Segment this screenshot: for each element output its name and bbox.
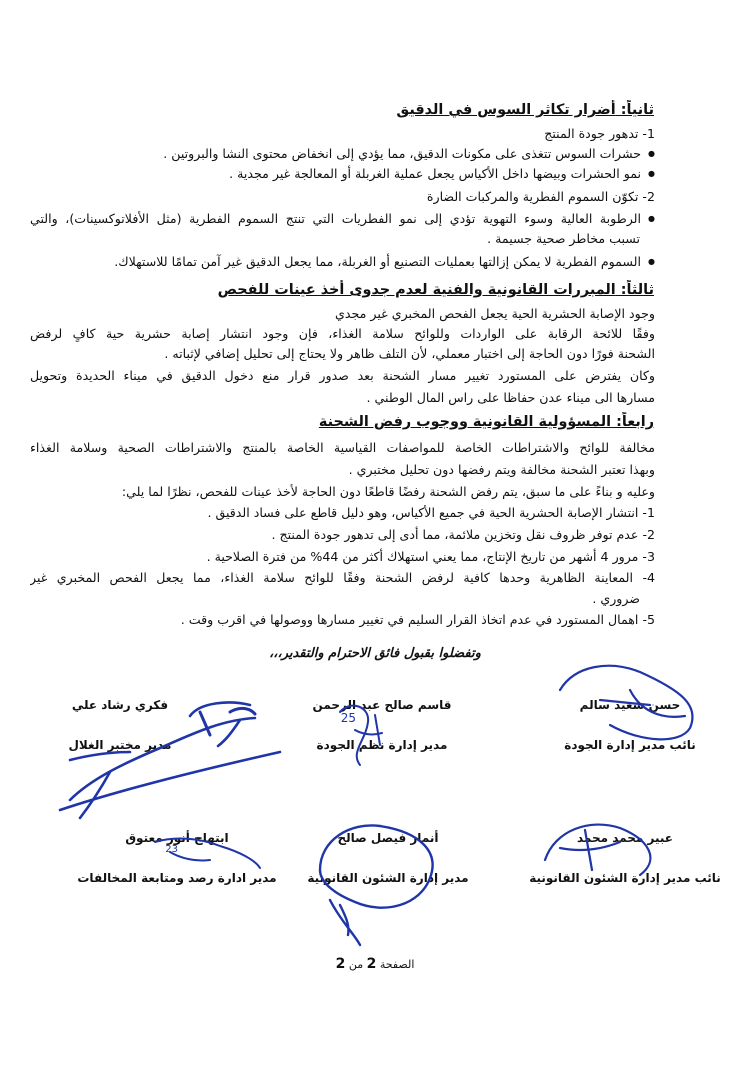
reason-item: 5- اهمال المستورد في عدم اتخاذ القرار السليم في تغيير مسارها ووصولها في اقرب وقت . (180, 612, 655, 627)
section-3-title: المبررات القانونية والفنية لعدم جدوى أخذ عينات للفحص (217, 282, 616, 298)
footer-separator: من (345, 958, 367, 971)
signature-block (530, 698, 730, 752)
page-footer (0, 956, 750, 972)
signature-scribble: 23 (165, 844, 178, 855)
section-2-heading (30, 100, 654, 120)
signature-block (282, 698, 482, 752)
reason-item: 4- المعاينة الظاهرية وحدها كافية لرفض الشحنة وفقًا للوائح سلامة الغذاء، مما يجعل الفحص المخبري غير (30, 570, 655, 585)
signature-block (288, 831, 488, 885)
current-page-number: 2 (366, 956, 377, 972)
section-2-continuation: تسبب مخاطر صحية جسيمة . (487, 231, 640, 246)
section-3-line: الشحنة فورًا دون الحاجة إلى اختبار معملي، لأن التلف ظاهر ولا يحتاج إلى تحليل إضافي لإثباته . (164, 346, 655, 361)
reason-item: 2- عدم توفر ظروف نقل وتخزين ملائمة، مما أدى إلى تدهور جودة المنتج . (271, 527, 655, 542)
signatory-name: أنمار فيصل صالح (337, 831, 439, 845)
signature-block (30, 698, 210, 752)
signatory-name: فكري رشاد علي (71, 698, 169, 712)
section-4-line: وبهذا تعتبر الشحنة مخالفة ويتم رفضها دون تحليل مختبري . (348, 462, 655, 477)
footer-prefix: الصفحة (376, 958, 415, 971)
section-2-bullet: ● الرطوبة العالية وسوء التهوية تؤدي إلى نمو الفطريات التي تنتج السموم الفطرية (مثل الأفلاتوكسينات)، والتي (30, 209, 655, 229)
section-2-item: 2- تكوّن السموم الفطرية والمركبات الضارة (426, 189, 655, 204)
signatory-role: نائب مدير إدارة الجودة (564, 738, 696, 752)
section-4-line: مخالفة للوائح والاشتراطات الخاصة للمواصفات القياسية الخاصة بالمنتج والاشتراطات الصحية وسلامة الغذاء (30, 440, 655, 455)
section-3-line: وفقًا للائحة الرقابة على الواردات وللوائح سلامة الغذاء، فإن وجود انتشار إصابة حشرية حية كافٍ لرفض (30, 326, 655, 341)
section-2-bullet: ● السموم الفطرية لا يمكن إزالتها بعمليات التصنيع أو الغربلة، مما يجعل الدقيق غير آمن تمامًا للاستهلاك. (30, 252, 655, 272)
section-2-item: 1- تدهور جودة المنتج (544, 126, 655, 141)
total-pages: 2 (335, 956, 346, 972)
section-4-heading (30, 412, 654, 432)
reason-item: 3- مرور 4 أشهر من تاريخ الإنتاج، مما يعني استهلاك أكثر من 44% من فترة الصلاحية . (206, 549, 655, 564)
signatory-name: قاسم صالح عبد الرحمن (312, 698, 452, 712)
section-4-number: رابعاً: (611, 414, 654, 430)
signatory-role: مدير إدارة الشئون القانونية (307, 871, 469, 885)
signatory-role: مدير مختبر الغلال (68, 738, 172, 752)
signatory-role: مدير إدارة نظم الجودة (316, 738, 448, 752)
section-3-heading (30, 280, 654, 300)
section-3-line: وجود الإصابة الحشرية الحية يجعل الفحص المخبري غير مجدي (335, 306, 655, 321)
signatory-name: حسن سعيد سالم (579, 698, 681, 712)
closing-salutation: وتفضلوا بقبول فائق الاحترام والتقدير،،، (269, 646, 481, 661)
reason-continuation: ضروري . (592, 591, 640, 606)
signature-block (520, 831, 730, 885)
section-3-number: ثالثاً: (615, 282, 654, 298)
section-2-bullet: ● نمو الحشرات وبيضها داخل الأكياس يجعل عملية الغربلة أو المعالجة غير مجدية . (30, 164, 655, 184)
section-2-bullet: ● حشرات السوس تتغذى على مكونات الدقيق، مما يؤدي إلى انخفاض محتوى النشا والبروتين . (30, 144, 655, 164)
signatory-name: ابتهاج أنور معتوق (125, 831, 229, 845)
section-3-line: مسارها الى ميناء عدن حفاظا على راس المال الوطني . (366, 390, 655, 405)
signature-block (62, 831, 292, 885)
signatory-role: نائب مدير إدارة الشئون القانونية (529, 871, 721, 885)
section-4-title: المسؤولية القانونية ووجوب رفض الشحنة (318, 414, 612, 430)
signatory-role: مدير ادارة رصد ومتابعة المخالفات (77, 871, 277, 885)
section-3-line: وكان يفترض على المستورد تغيير مسار الشحنة بعد صدور قرار منع دخول الدقيق في ميناء الحديدة وتحويل (30, 368, 655, 383)
signature-scribble: 25 (340, 711, 356, 725)
section-2-title: أضرار تكاثر السوس في الدقيق (396, 102, 616, 118)
reason-item: 1- انتشار الإصابة الحشرية الحية في جميع الأكياس، وهو دليل قاطع على فساد الدقيق . (207, 505, 655, 520)
signatory-name: عبير محمد محمد (577, 831, 673, 845)
section-4-line: وعليه و بناءً على ما سبق، يتم رفض الشحنة رفضًا قاطعًا دون الحاجة لأخذ عينات للفحص، نظرًا لما يلي: (121, 484, 655, 499)
section-2-number: ثانياً: (615, 102, 654, 118)
